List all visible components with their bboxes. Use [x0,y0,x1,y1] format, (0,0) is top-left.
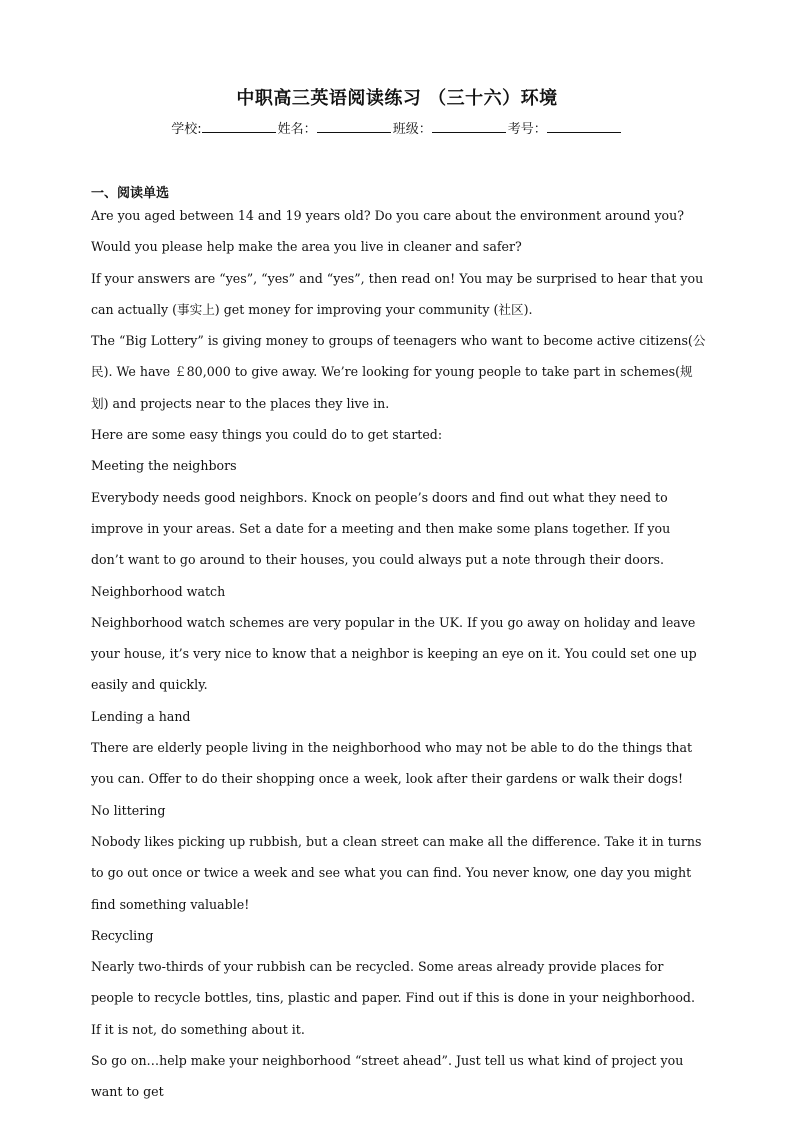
section-heading: 一、阅读单选 [91,186,170,201]
passage-paragraph: Nearly two-thirds of your rubbish can be recycled. Some areas already provide places for people to recycle bottles, tins, plastic and paper. Find out if this is done in your neighborhood. If it is not, do something about it. [91,959,695,1037]
school-blank[interactable] [202,120,276,133]
passage-subheading: Meeting the neighbors [91,458,237,474]
class-label: 班级： [392,122,432,137]
passage-paragraph: Are you aged between 14 and 19 years old? Do you care about the environment around you? Would you please help make the area you live in cleaner and safer? [91,208,685,255]
passage-paragraph: So go on…help make your neighborhood “street ahead”. Just tell us what kind of project you want to get [91,1053,684,1100]
name-blank[interactable] [317,120,391,133]
passage-paragraph: Neighborhood watch schemes are very popular in the UK. If you go away on holiday and leave your house, it’s very nice to know that a neighbor is keeping an eye on it. You could set one up easily and quickly. [91,614,697,693]
passage-subheading: Recycling [91,927,154,943]
student-info-line [0,118,794,137]
reading-passage [91,200,707,1108]
passage-paragraph: Here are some easy things you could do to get started: [91,427,443,443]
passage-subheading: Neighborhood watch [91,583,226,599]
exam-number-blank[interactable] [547,120,621,133]
passage-paragraph: Everybody needs good neighbors. Knock on people’s doors and find out what they need to improve in your areas. Set a date for a meeting and then make some plans together. If you don’t want to go around to their houses, you could always put a note through their doors. [91,489,671,568]
page-title: 中职高三英语阅读练习 （三十六）环境 [236,88,558,109]
class-blank[interactable] [432,120,506,133]
school-label: 学校: [171,122,202,137]
name-label: 姓名： [277,122,317,137]
passage-paragraph: There are elderly people living in the neighborhood who may not be able to do the things that you can. Offer to do their shopping once a week, look after their gardens or walk their dogs! [91,740,693,787]
passage-paragraph: If your answers are “yes”, “yes” and “yes”, then read on! You may be surprised to hear that you can actually (事实上) get money for improving your community (社区). [91,270,704,317]
exam-number-label: 考号： [507,122,547,137]
passage-subheading: No littering [91,802,166,818]
passage-paragraph: The “Big Lottery” is giving money to groups of teenagers who want to become active citizens(公民). We have ￡80,000 to give away. We’re looking for young people to take part in schemes(规划) and projects near to the places they live in. [91,333,706,411]
passage-subheading: Lending a hand [91,708,191,724]
passage-paragraph: Nobody likes picking up rubbish, but a clean street can make all the difference. Take it in turns to go out once or twice a week and see what you can find. You never know, one day you might find something valuable! [91,833,702,912]
